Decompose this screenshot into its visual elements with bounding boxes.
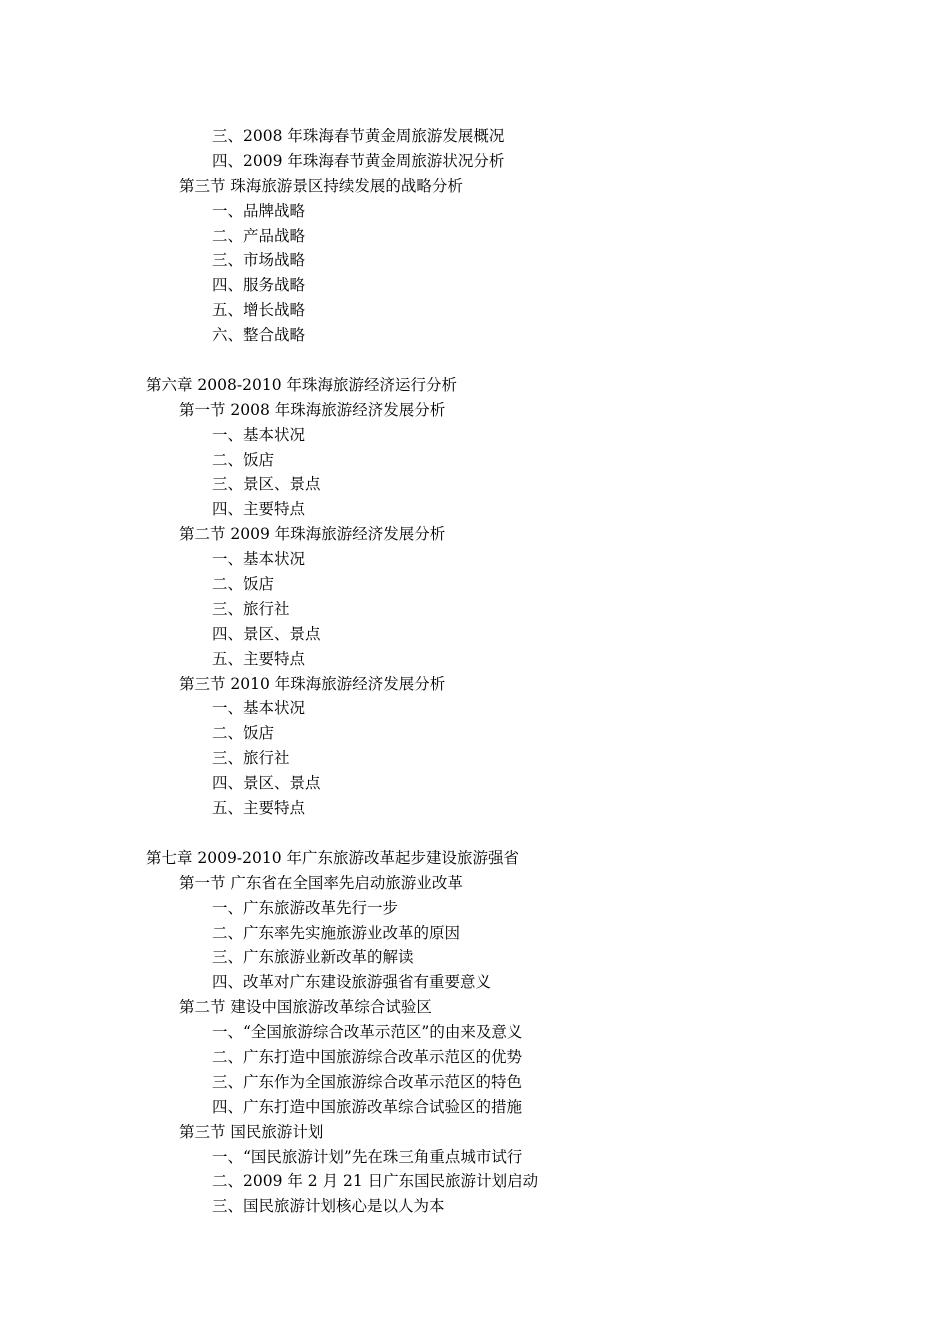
toc-section-heading: 第二节 2009 年珠海旅游经济发展分析 — [179, 525, 446, 544]
toc-item: 三、国民旅游计划核心是以人为本 — [212, 1197, 445, 1216]
toc-item: 二、饭店 — [212, 450, 275, 469]
toc-item: 五、增长战略 — [212, 301, 306, 320]
toc-section-heading: 第三节 珠海旅游景区持续发展的战略分析 — [179, 176, 463, 195]
toc-item: 一、基本状况 — [212, 425, 306, 444]
toc-item: 六、整合战略 — [212, 326, 306, 345]
toc-item: 一、基本状况 — [212, 550, 306, 569]
toc-section-heading: 第三节 国民旅游计划 — [179, 1122, 324, 1141]
toc-item: 五、主要特点 — [212, 649, 306, 668]
toc-item: 四、2009 年珠海春节黄金周旅游状况分析 — [212, 151, 505, 170]
toc-section-heading: 第一节 广东省在全国率先启动旅游业改革 — [179, 873, 463, 892]
toc-item: 四、服务战略 — [212, 276, 306, 295]
toc-item: 二、饭店 — [212, 724, 275, 743]
table-of-contents — [0, 124, 950, 1219]
toc-item: 三、旅行社 — [212, 599, 290, 618]
toc-item: 二、产品战略 — [212, 226, 306, 245]
toc-item: 三、市场战略 — [212, 251, 306, 270]
toc-item: 二、广东率先实施旅游业改革的原因 — [212, 923, 461, 942]
toc-item: 一、广东旅游改革先行一步 — [212, 898, 399, 917]
toc-item: 一、“全国旅游综合改革示范区”的由来及意义 — [212, 1023, 523, 1042]
toc-item: 五、主要特点 — [212, 799, 306, 818]
toc-item: 四、主要特点 — [212, 500, 306, 519]
toc-item: 四、景区、景点 — [212, 624, 321, 643]
toc-item: 四、改革对广东建设旅游强省有重要意义 — [212, 973, 492, 992]
toc-item: 一、基本状况 — [212, 699, 306, 718]
toc-item: 一、品牌战略 — [212, 201, 306, 220]
toc-item: 三、2008 年珠海春节黄金周旅游发展概况 — [212, 127, 505, 145]
toc-item: 三、广东作为全国旅游综合改革示范区的特色 — [212, 1072, 523, 1091]
toc-section-heading: 第一节 2008 年珠海旅游经济发展分析 — [179, 400, 446, 419]
toc-item: 三、旅行社 — [212, 749, 290, 768]
toc-item: 三、广东旅游业新改革的解读 — [212, 948, 414, 967]
toc-item: 二、广东打造中国旅游综合改革示范区的优势 — [212, 1047, 523, 1066]
toc-item: 一、“国民旅游计划”先在珠三角重点城市试行 — [212, 1147, 523, 1166]
toc-item: 四、景区、景点 — [212, 774, 321, 793]
toc-item: 三、景区、景点 — [212, 475, 321, 494]
toc-chapter-heading: 第六章 2008-2010 年珠海旅游经济运行分析 — [146, 375, 457, 394]
toc-item: 二、饭店 — [212, 575, 275, 594]
section-gap — [0, 348, 950, 373]
toc-item: 四、广东打造中国旅游改革综合试验区的措施 — [212, 1097, 523, 1116]
toc-section-heading: 第二节 建设中国旅游改革综合试验区 — [179, 998, 432, 1017]
toc-item: 二、2009 年 2 月 21 日广东国民旅游计划启动 — [212, 1172, 539, 1191]
toc-section-heading: 第三节 2010 年珠海旅游经济发展分析 — [179, 674, 446, 693]
toc-chapter-heading: 第七章 2009-2010 年广东旅游改革起步建设旅游强省 — [146, 848, 519, 867]
section-gap — [0, 821, 950, 846]
